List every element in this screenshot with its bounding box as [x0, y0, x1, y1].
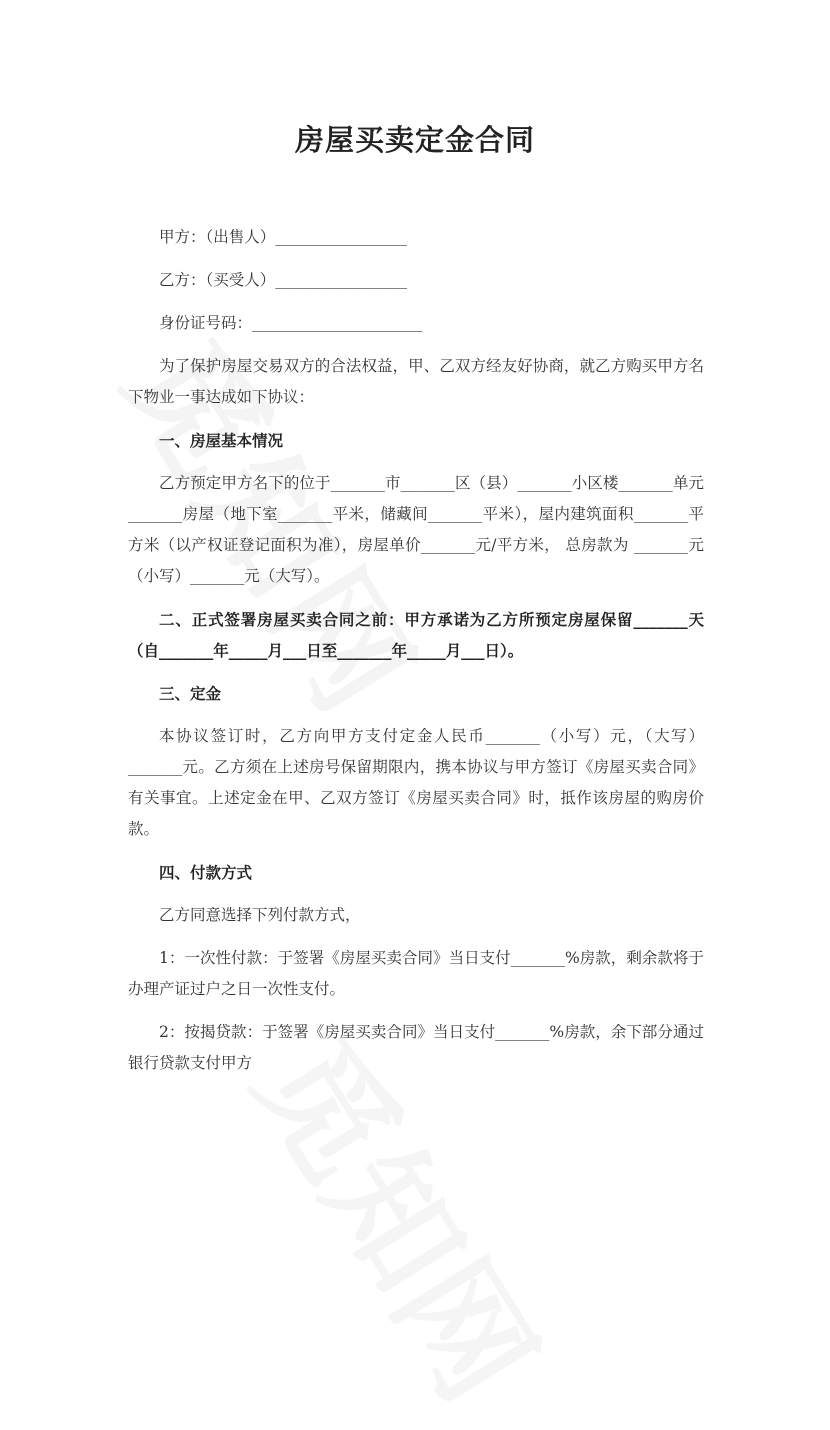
section-3-body: 本协议签订时，乙方向甲方支付定金人民币_______（小写）元，（大写） _______元。乙方须在上述房号保留期限内，携本协议与甲方签订《房屋买卖合同》有关事宜。上述定金在甲、乙双方签订《房屋买卖合同》时，抵作该房屋的购房价款。 — [128, 727, 704, 838]
section-4-heading: 四、付款方式 — [159, 863, 253, 882]
section-1-body: 乙方预定甲方名下的位于_______市_______区（县）_______小区楼_______单元_______房屋（地下室_______平米，储藏间_______平米），屋内建筑面积_______平方米（以产权证登记面积为准），房屋单价_______元/平方米， 总房款为 _______元（小写）_______元（大写）。 — [128, 474, 704, 585]
section-4-intro: 乙方同意选择下列付款方式， — [159, 906, 361, 924]
document-title: 房屋买卖定金合同 — [294, 123, 535, 157]
party-a-line: 甲方：（出售人）_________________ — [159, 228, 408, 246]
id-number-line: 身份证号码：______________________ — [159, 314, 423, 332]
section-2-heading: 二、正式签署房屋买卖合同之前：甲方承诺为乙方所预定房屋保留_______天（自_______年_____月___日至_______年_____月___日）。 — [128, 610, 704, 660]
preamble-paragraph: 为了保护房屋交易双方的合法权益，甲、乙双方经友好协商，就乙方购买甲方名下物业一事达成如下协议： — [128, 357, 704, 406]
payment-option-1: 1：一次性付款：于签署《房屋买卖合同》当日支付_______%房款，剩余款将于办理产证过户之日一次性支付。 — [128, 949, 704, 998]
section-1-heading: 一、房屋基本情况 — [159, 431, 284, 450]
party-b-line: 乙方：（买受人）_________________ — [159, 271, 408, 289]
document-body — [128, 222, 704, 1091]
payment-option-2: 2：按揭贷款：于签署《房屋买卖合同》当日支付_______%房款，余下部分通过银行贷款支付甲方 — [128, 1023, 704, 1072]
section-3-heading: 三、定金 — [159, 684, 222, 703]
